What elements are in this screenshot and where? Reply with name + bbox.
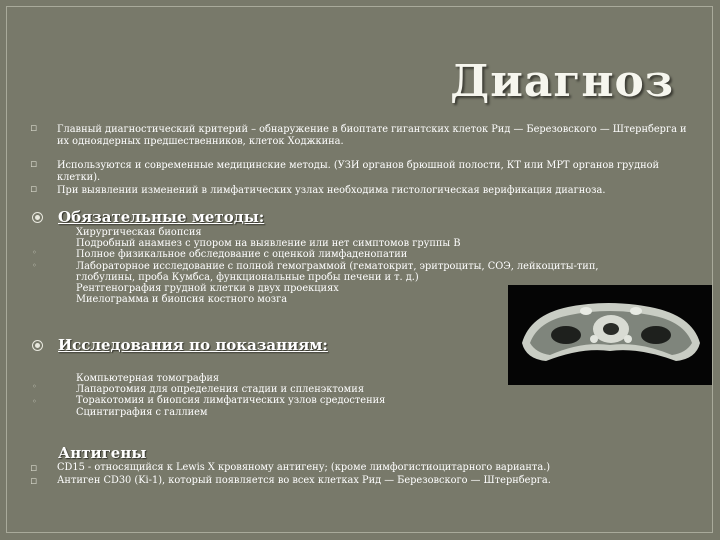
slide-title: Диагноз: [450, 56, 674, 107]
list-item: Полное физикальное обследование с оценкой лимфаденопатии: [76, 249, 408, 261]
paragraph-bullet-icon: ▫: [30, 474, 38, 487]
paragraph-verification: При выявлении изменений в лимфатических узлах необходима гистологическая верификация диагноза.: [57, 185, 606, 196]
list-item: Торакотомия и биопсия лимфатических узлов средостения: [76, 395, 386, 407]
list-item: Лабораторное исследование с полной гемограммой (гематокрит, эритроциты, СОЭ, лейкоциты-тип,: [76, 260, 599, 272]
circle-bullet-icon: [32, 340, 43, 351]
list-item: Миелограмма и биопсия костного мозга: [76, 294, 288, 306]
circle-bullet-icon: [32, 212, 43, 223]
sub-bullet-icon: ◦: [32, 261, 37, 270]
list-item: CD15 - относящийся к Lewis X кровяному антигену; (кроме лимфогистиоцитарного варианта.): [57, 462, 551, 473]
sub-bullet-icon: ◦: [32, 397, 37, 406]
paragraph-bullet-icon: ▫: [30, 461, 38, 474]
section-heading-indications: Исследования по показаниям:: [58, 336, 328, 354]
paragraph-bullet-icon: ▫: [30, 182, 38, 195]
list-item: Антиген CD30 (Ki-1), который появляется во всех клетках Рид — Березовского — Штернберга.: [57, 474, 551, 486]
paragraph-modern-methods: Используются и современные медицинские методы. (УЗИ органов брюшной полости, КТ или МРТ органов грудной клетки).: [57, 160, 660, 183]
paragraph-bullet-icon: ▫: [30, 157, 38, 170]
list-item: Лапаротомия для определения стадии и спленэктомия: [76, 384, 364, 396]
indications-list: [76, 373, 385, 418]
section-heading-antigens: Антигены: [58, 444, 147, 462]
list-item: Рентгенография грудной клетки в двух проекциях: [76, 283, 339, 295]
paragraph-main-criterion: Главный диагностический критерий – обнаружение в биоптате гигантских клеток Рид — Березовского — Штернберга и их одноядерных предшественников, клеток Ходжкина.: [57, 124, 687, 147]
mandatory-methods-list: [76, 227, 598, 305]
paragraph-bullet-icon: ▫: [30, 121, 38, 134]
sub-bullet-icon: ◦: [32, 382, 37, 391]
list-item: глобулины, проба Кумбса, функциональные пробы печени и т. д.): [76, 271, 419, 283]
antigens-list: [57, 462, 707, 487]
list-item: Хирургическая биопсия: [76, 227, 202, 238]
list-item: Подробный анамнез с упором на выявление или нет симптомов группы В: [76, 238, 461, 250]
list-item: Компьютерная томография: [76, 373, 220, 384]
list-item: Сцинтиграфия с галлием: [76, 406, 208, 418]
section-heading-mandatory: Обязательные методы:: [58, 208, 265, 226]
sub-bullet-icon: ◦: [32, 248, 37, 257]
